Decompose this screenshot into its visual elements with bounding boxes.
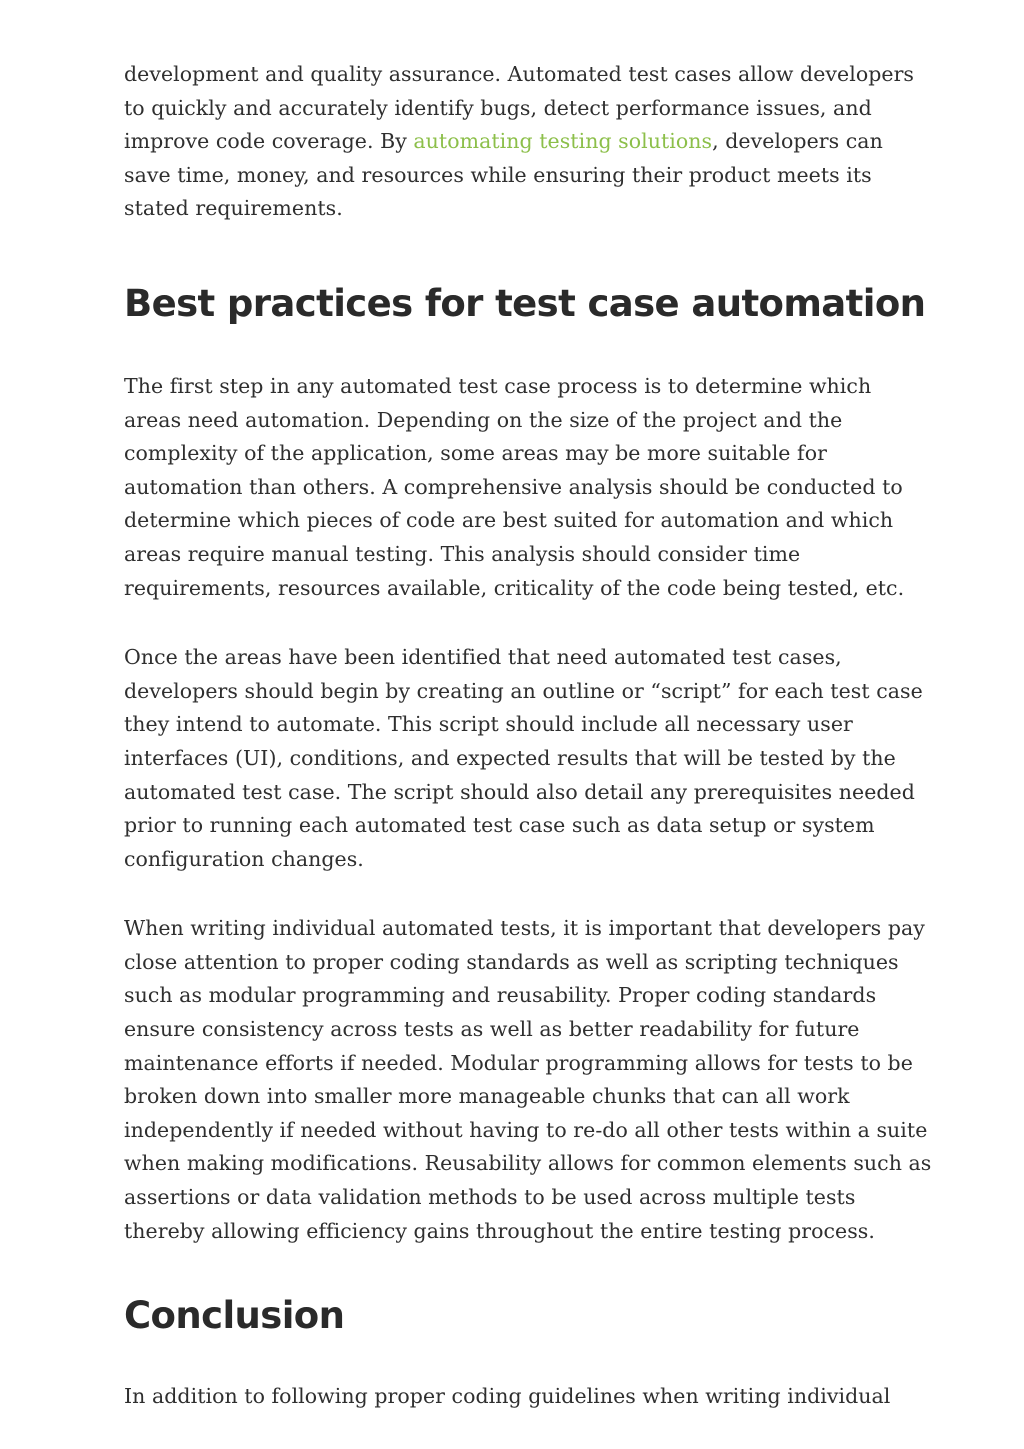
best-practices-paragraph-3: When writing individual automated tests, it is important that developers pay close attention to proper coding standards as well as scripting techniques such as modular programming and reusability. Proper coding standards ensure consistency across tests as well as better readability for future maintenance efforts if needed. Modular programming allows for tests to be broken down into smaller more manageable chunks that can all work independently if needed without having to re-do all other tests within a suite when making modifications. Reusability allows for common elements such as assertions or data validation methods to be used across multiple tests thereby allowing efficiency gains throughout the entire testing process.: [124, 916, 932, 1243]
intro-text-after-link: , developers can save time, money, and resources while ensuring their product meets its stated requirements.: [124, 129, 883, 221]
intro-paragraph: [124, 58, 932, 226]
automating-testing-solutions-link[interactable]: automating testing solutions: [413, 129, 713, 154]
conclusion-paragraph-1: In addition to following proper coding guidelines when writing individual: [124, 1384, 891, 1409]
intro-text-before-link: development and quality assurance. Automated test cases allow developers to quickly and accurately identify bugs, detect performance issues, and improve code coverage. By: [124, 62, 914, 154]
best-practices-paragraph-1: The first step in any automated test case process is to determine which areas need automation. Depending on the size of the project and the complexity of the application, some areas may be more suitable for automation than others. A comprehensive analysis should be conducted to determine which pieces of code are best suited for automation and which areas require manual testing. This analysis should consider time requirements, resources available, criticality of the code being tested, etc.: [124, 373, 905, 600]
conclusion-heading: Conclusion: [124, 1294, 345, 1338]
article-body: [124, 58, 932, 1414]
best-practices-heading: Best practices for test case automation: [124, 281, 926, 325]
best-practices-paragraph-2: Once the areas have been identified that need automated test cases, developers should begin by creating an outline or “script” for each test case they intend to automate. This script should include all necessary user interfaces (UI), conditions, and expected results that will be tested by the automated test case. The script should also detail any prerequisites needed prior to running each automated test case such as data setup or system configuration changes.: [124, 645, 923, 871]
